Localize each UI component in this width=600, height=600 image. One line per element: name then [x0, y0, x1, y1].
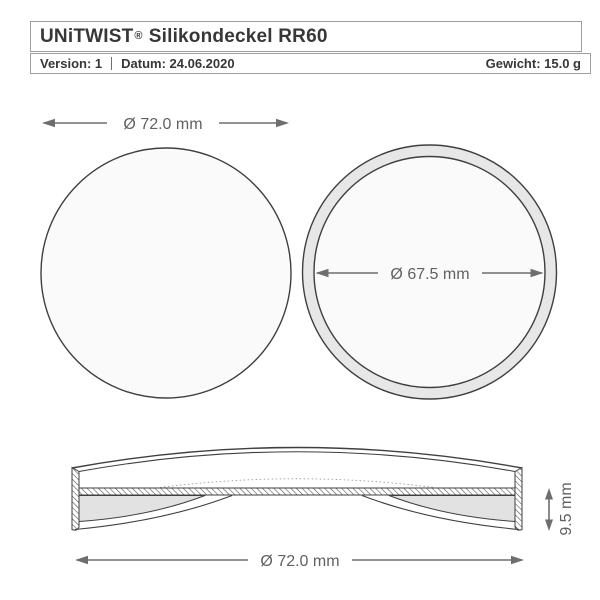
section-plate-hatched	[79, 488, 515, 495]
side-width-dimension	[75, 553, 524, 570]
right-arrowhead-icon	[276, 119, 289, 128]
dome-inner-line	[79, 452, 515, 472]
underside-pocket-right	[389, 496, 515, 522]
top-view-diameter-dimension	[42, 116, 289, 133]
top-view-diameter-label: Ø 72.0 mm	[123, 116, 203, 133]
top-view-face	[41, 148, 291, 398]
hidden-line	[160, 479, 434, 488]
height-label: 9.5 mm	[558, 482, 575, 536]
left-arrowhead-icon	[42, 119, 55, 128]
side-width-label: Ø 72.0 mm	[260, 553, 340, 570]
date-label: Datum: 24.06.2020	[121, 56, 235, 71]
up-arrowhead-icon	[545, 488, 553, 500]
version-label: Version: 1	[40, 56, 103, 71]
top-view	[41, 148, 291, 398]
right-arrowhead-icon	[511, 556, 524, 565]
product-name: Silikondeckel RR60	[148, 25, 328, 47]
down-arrowhead-icon	[545, 520, 553, 532]
side-view	[72, 448, 522, 531]
registered-trademark-symbol: ®	[134, 29, 143, 42]
height-dimension	[545, 482, 575, 535]
inner-diameter-label: Ø 67.5 mm	[390, 266, 470, 283]
section-right-rim-hatched	[515, 468, 522, 531]
left-arrowhead-icon	[75, 556, 88, 565]
section-left-rim-hatched	[72, 468, 79, 531]
weight-label: Gewicht: 15.0 g	[485, 56, 581, 71]
dome-outer-line	[72, 448, 522, 469]
underside-pocket-left	[79, 496, 205, 522]
brand-name: UNiTWIST	[40, 25, 134, 47]
